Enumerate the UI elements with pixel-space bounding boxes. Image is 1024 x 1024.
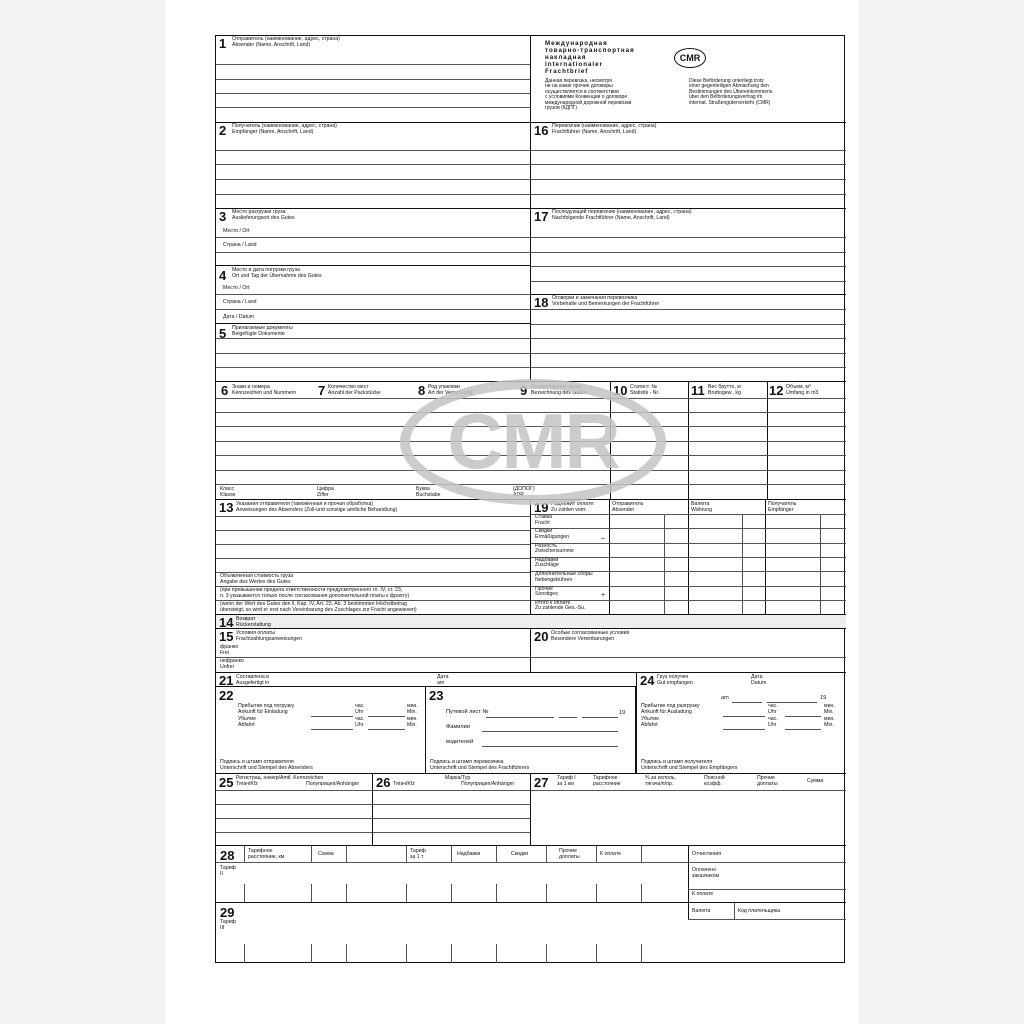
box-label: Отправитель (наименование, адрес, страна) Absender (Name, Anschrift, Land) (232, 36, 340, 48)
tariff-iii-label: Тариф III (220, 919, 236, 931)
box-number: 20 (534, 629, 549, 644)
box-3-place-of-delivery[interactable] (216, 208, 531, 265)
form-title: Международная товарно-транспортная накладная Internationaler Frachtbrief (545, 40, 635, 75)
country-label: Страна / Land (223, 242, 257, 248)
minute-label: мин. Min. (407, 716, 418, 728)
unfranco-option[interactable]: нефранко Unfrei (220, 658, 244, 670)
signature-label: Подпись и штамп получателя Unterschrift und Stempel des Empfängers (641, 759, 738, 771)
box-number: 13 (219, 500, 234, 515)
box-number: 5 (219, 326, 227, 341)
date-label: Дата Datum (751, 674, 767, 686)
box-label: Количество мест Anzahl der Packstücke (328, 384, 381, 396)
box-number: 17 (534, 209, 549, 224)
year-label: 19 (820, 695, 827, 701)
box-number: 1 (219, 36, 227, 51)
box-number: 2 (219, 123, 227, 138)
box-number: 29 (220, 905, 235, 920)
box-14-return[interactable] (216, 614, 846, 628)
box-number: 11 (691, 383, 705, 398)
box-label: Знаки и номера Kennzeichen und Nummern (232, 384, 297, 396)
box-2-consignee[interactable] (216, 122, 531, 208)
left-margin (0, 0, 165, 1024)
place-label: Место / Ort (223, 285, 250, 291)
box-label: Род упаковки Art der Verpackung (428, 384, 473, 396)
box-number: 26 (376, 775, 391, 790)
sum-column: Сумма (807, 778, 824, 784)
scheme-column: Схема (318, 851, 334, 857)
box-label: Условия оплаты Frachtzahlungsanweisungen (236, 630, 303, 642)
class-label: Класс Klasse (220, 486, 236, 498)
tariff-distance-column: Тарифное расстояние, км (248, 848, 285, 860)
box-number: 19 (534, 500, 549, 515)
to-pay-column: К оплате (600, 851, 622, 857)
plus-sign: + (601, 592, 606, 599)
tariff-column: Тариф I за 1 км (557, 775, 576, 787)
drivers-label: водителей (446, 739, 474, 745)
hour-label: час. Uhr (768, 716, 778, 728)
box-label: Место разгрузки груза Auslieferungsort des Gutes (232, 209, 295, 221)
box-label: Возврат Rückerstattung (236, 616, 271, 628)
charge-row-label: Дополнительные сборы Nebengebühren (535, 571, 593, 583)
form-header (531, 36, 846, 122)
box-number: 27 (534, 775, 549, 790)
currency-label: Валюта (692, 908, 711, 914)
box-number: 3 (219, 209, 227, 224)
signature-label: Подпись и штамп перевозчика Unterschrift und Stempel des Frachtführers (430, 759, 530, 771)
discount-column: Скидки (511, 851, 529, 857)
box-20-special-agreements[interactable] (531, 628, 846, 672)
cmr-watermark: CMR (400, 379, 666, 505)
charge-row-label: Скидки Ermäßigungen (535, 528, 570, 540)
arrival-label: Прибытие под погрузку Ankunft für Einladung (238, 703, 295, 715)
minus-sign: – (601, 535, 605, 542)
trailer-label: Полуприцеп/Anhänger (461, 781, 515, 787)
box-label: Вес брутто, кг Bruttogew., kg (708, 384, 742, 396)
box-28-tariff-ii[interactable] (216, 845, 846, 902)
percent-column: % за исполь. тягача/п/пр. (645, 775, 677, 787)
box-label: Оговорки и замечания перевозчика Vorbehalte und Bemerkungen der Frachtführer (552, 295, 660, 307)
cmr-logo: CMR (674, 48, 706, 68)
box-27-calculation[interactable] (531, 773, 846, 845)
tariff-ii-label: Тариф II (220, 865, 236, 877)
box-1-sender[interactable] (216, 36, 531, 122)
box-label: Объем, м³ Umfang in m3 (786, 384, 819, 396)
hour-label: час. Uhr (355, 716, 365, 728)
declared-value-label: Объявленная стоимость груза Angabe des Wertes des Gutes (220, 573, 294, 585)
adr-label: (ДОПОГ) ADR (513, 486, 535, 498)
place-label: Место / Ort (223, 228, 250, 234)
declared-value-note-ru: (при превышении предела ответственности предусмотренного гл. IV, ст. 23, п. 3 указывается только после согласования дополнительной платы к фрахту) (220, 587, 410, 599)
charge-row-label: Прочие Sonstiges (535, 585, 558, 598)
charge-row-label: Разность Zwischensumme (535, 542, 574, 555)
box-21-established-in[interactable] (216, 672, 637, 686)
box-13-sender-instructions[interactable] (216, 499, 531, 614)
box-label: Последующий перевозчик (наименование, адрес, страна) Nachfolgende Frachtführer (Name, Anschrift, Land) (552, 209, 692, 221)
surname-label: Фамилии (446, 724, 470, 730)
minute-label: мин. Min. (824, 716, 835, 728)
box-number: 18 (534, 295, 549, 310)
box-5-documents[interactable] (216, 323, 531, 381)
date-label: Дата am (437, 674, 449, 686)
charges-label: Отчисления (692, 851, 722, 857)
box-22-sender-signature[interactable] (216, 686, 426, 773)
year-label: 19 (619, 710, 626, 716)
surcharge-column: Надбавки (457, 851, 481, 857)
arrival-label: Прибытие под разгрузку Ankunft für Ausladung (641, 703, 700, 715)
box-label: Прилагаемые документы Beigefügte Dokumente (232, 325, 293, 337)
receiver-column: Получатель Empfänger (768, 501, 797, 513)
box-23-carrier-signature[interactable] (426, 686, 637, 773)
departure-label: Убытие Abfahrt (641, 716, 660, 728)
box-number: 24 (640, 673, 655, 688)
hour-label: час. Uhr (768, 703, 778, 715)
box-number: 6 (221, 383, 229, 398)
header-note-de: Diese Beförderung unterliegt trotz einer gegenteiligen Abmachung den Bestimmungen des Übereinkommens über den Beförderungsvertrag im internat. Straßengüterverkehr (CMR) (689, 78, 773, 106)
box-4-place-date-taking-over[interactable] (216, 265, 531, 323)
box-18-carrier-reservations[interactable] (531, 294, 846, 381)
box-number: 25 (219, 775, 234, 790)
box-19-charges[interactable] (531, 499, 846, 614)
to-pay-label: К оплате (692, 891, 714, 897)
box-29-tariff-iii[interactable] (216, 902, 846, 963)
sender-column: Отправитель Absender (612, 501, 644, 513)
trailer-label: Полуприцеп/Anhänger (306, 781, 360, 787)
box-label: Получатель (наименование, адрес, страна) Empfänger (Name, Anschrift, Land) (232, 123, 337, 135)
box-number: 16 (534, 123, 549, 138)
minute-label: мин. Min. (824, 703, 835, 715)
box-label: Груз получен Gut empfangen (657, 674, 693, 686)
date-label: Дата / Datum (223, 314, 255, 320)
waybill-label: Путевой лист № (446, 709, 489, 715)
tariff-per-ton-column: Тариф за 1 т (410, 848, 426, 860)
box-16-carrier[interactable] (531, 122, 846, 208)
franco-option[interactable]: франко Frei (220, 644, 239, 656)
box-label: Наименование груза Bezeichnung des Gutes (531, 384, 587, 396)
other-surcharges-column: Прочие доплаты (559, 848, 580, 860)
box-26-vehicle-type[interactable] (373, 773, 531, 845)
zone-coefficient-column: Поясной коэфф. (704, 775, 725, 787)
header-note-ru: Данная перевозка, несмотря ни на какие прочие договоры осуществляется в соответствии с условиями Конвенции о договоре международной дорожной перевозки грузов (КДПГ) (545, 78, 632, 112)
box-number: 8 (418, 383, 426, 398)
number-label: Цифра Ziffer (317, 486, 334, 498)
box-number: 28 (220, 848, 235, 863)
box-25-registration[interactable] (216, 773, 373, 845)
minute-label: мин. Min. (407, 703, 418, 715)
letter-label: Буква Buchstabe (416, 486, 441, 498)
signature-label: Подпись и штамп отправителя Unterschrift und Stempel des Absenders (220, 759, 313, 771)
box-label: Составлена в Ausgefertigt in (236, 674, 270, 686)
box-label: Статист. № Statistik - Nr. (630, 384, 660, 396)
declared-value-note-de: (wenn der Wert des Gutes den ll, Kap. IV, Art. 23, Ab. 3 bestimmten Höchstbetrag übersteigt, so wird er erst nach Vereinbarung des Zuschlages zur Fracht angewiesen) (220, 601, 417, 613)
box-number: 23 (429, 688, 444, 703)
box-label: Место и дата погрузки груза Ort und Tag der Übernahme des Gutes (232, 267, 322, 279)
box-number: 21 (219, 673, 234, 688)
am-label: am (721, 695, 729, 701)
box-label: Особые согласованные условия Besondere Vereinbarungen (551, 630, 630, 642)
payer-code-label: Код плательщика (738, 908, 781, 914)
box-number: 15 (219, 629, 234, 644)
other-surcharges-column: Прочие доплаты (757, 775, 778, 787)
box-17-successive-carriers[interactable] (531, 208, 846, 294)
charge-row-label: Надбавки Zuschläge (535, 556, 559, 569)
box-label: Перевозчик (наименование, адрес, страна) Frachtführer (Name, Anschrift, Land) (552, 123, 657, 135)
box-label: Указания отправителя (таможенная и прочая обработка) Anweisungen des Absenders (Zoll-und sonstige amtliche Behandlung) (236, 501, 398, 513)
hour-label: час. Uhr (355, 703, 365, 715)
box-number: 22 (219, 688, 234, 703)
box-label: Тягач/Kfz (393, 781, 415, 787)
box-label: Подлежит оплате: Zu zahlen vom: (551, 501, 595, 513)
brand-label: Марка/Typ (445, 775, 471, 781)
box-number: 7 (318, 383, 326, 398)
right-margin (859, 0, 1024, 1024)
box-number: 14 (219, 615, 234, 630)
charge-row-label: Ставка Fracht (535, 514, 552, 526)
box-number: 10 (613, 383, 628, 398)
box-15-payment-terms[interactable] (216, 628, 531, 672)
paid-by-customer-label: Оплачено заказчиком (692, 867, 720, 879)
tariff-distance-column: Тарифное расстояние (593, 775, 621, 787)
box-24-goods-received[interactable] (637, 672, 846, 773)
charge-row-label: Итого к оплате Zu zahlende Ges.-Su. (535, 599, 586, 612)
box-label: Регистрац. номер/Amtl. Kennzeichen Тягач/Kfz (236, 775, 324, 787)
departure-label: Убытие Abfahrt (238, 716, 257, 728)
box-number: 4 (219, 268, 227, 283)
cmr-form (215, 35, 845, 963)
box-number: 12 (769, 383, 784, 398)
currency-column: Валюта Währung (691, 501, 713, 513)
box-number: 9 (520, 383, 528, 398)
country-label: Страна / Land (223, 299, 257, 305)
